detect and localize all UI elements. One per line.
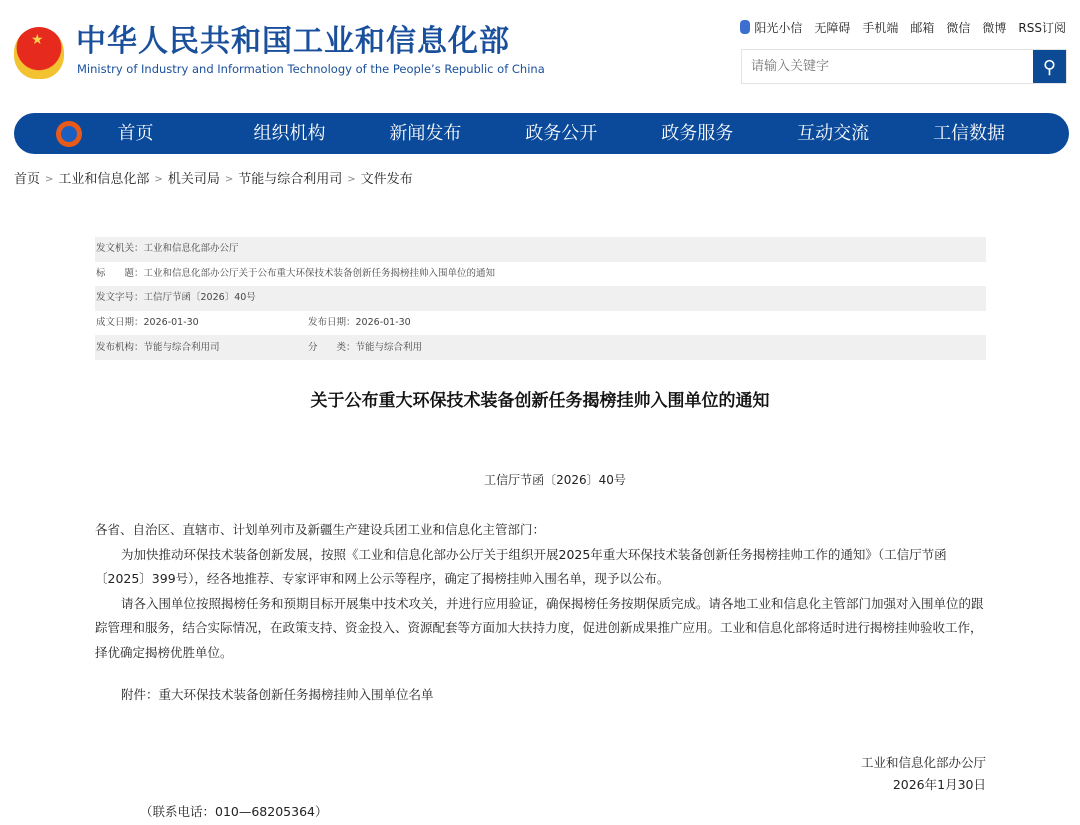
sign-date: 2026年1月30日	[892, 777, 986, 792]
breadcrumb	[14, 171, 413, 188]
meta-row-title: 标 题： 工业和信息化部办公厅关于公布重大环保技术装备创新任务揭榜挂帅入围单位的通知	[96, 267, 496, 279]
article-body	[95, 518, 987, 708]
meta-row-dates: 成文日期：2026-01-30 发布日期：2026-01-30	[96, 317, 411, 329]
nav-data[interactable]: 工信数据	[933, 122, 1006, 144]
top-links	[740, 20, 1066, 36]
article-docno: 工信厅节函〔2026〕40号	[484, 473, 626, 487]
nav-services[interactable]: 政务服务	[661, 122, 734, 144]
signature	[861, 752, 986, 796]
attachment-link[interactable]: 附件：重大环保技术装备创新任务揭榜挂帅入围单位名单	[121, 687, 434, 702]
nav-home[interactable]: 首页	[117, 122, 154, 144]
top-link-wechat[interactable]: 微信	[946, 21, 971, 35]
search-button[interactable]	[1033, 50, 1066, 83]
top-link-mobile[interactable]: 手机端	[862, 21, 899, 35]
national-emblem-logo: ★	[14, 27, 64, 79]
nav-gov-affairs[interactable]: 政务公开	[525, 122, 598, 144]
breadcrumb-departments[interactable]: 机关司局	[167, 172, 220, 187]
site-logo-subtitle: Ministry of Industry and Information Technology of the People’s Republic of China	[77, 62, 545, 76]
top-link-rss[interactable]: RSS订阅	[1018, 21, 1066, 35]
breadcrumb-miit[interactable]: 工业和信息化部	[58, 172, 150, 187]
salutation: 各省、自治区、直辖市、计划单列市及新疆生产建设兵团工业和信息化主管部门：	[95, 522, 546, 537]
chevron-right-icon: >	[154, 174, 163, 185]
top-link-mail[interactable]: 邮箱	[910, 21, 935, 35]
top-link-weibo[interactable]: 微博	[982, 21, 1007, 35]
robot-icon	[740, 20, 750, 34]
chevron-right-icon: >	[224, 174, 234, 185]
nav-organization[interactable]: 组织机构	[253, 122, 326, 144]
search-input[interactable]	[742, 50, 1033, 83]
meta-row-issuer: 发文机关： 工业和信息化部办公厅	[95, 237, 986, 262]
site-logo-title[interactable]: 中华人民共和国工业和信息化部	[76, 24, 510, 59]
contact-phone: （联系电话：010—68205364）	[140, 804, 328, 819]
breadcrumb-home[interactable]: 首页	[14, 172, 41, 187]
top-link-sunshine[interactable]: 阳光小信	[740, 20, 802, 36]
main-nav	[14, 113, 1069, 154]
search-box	[741, 49, 1067, 84]
signer: 工业和信息化部办公厅	[860, 755, 986, 770]
paragraph-2: 请各入围单位按照揭榜任务和预期目标开展集中技术攻关，并进行应用验证，确保揭榜任务按期保质完成。请各地工业和信息化主管部门加强对入围单位的跟踪管理和服务，结合实际情况，在政策支持、资金投入、资源配套等方面加大扶持力度，促进创新成果推广应用。工业和信息化部将适时进行揭榜挂帅验收工作，择优确定揭榜优胜单位。	[95, 595, 984, 660]
search-icon: ⚲	[1042, 56, 1057, 77]
chevron-right-icon: >	[347, 174, 356, 185]
breadcrumb-energy-dept[interactable]: 节能与综合利用司	[238, 172, 343, 187]
meta-row-org: 发布机构：节能与综合利用司 分 类：节能与综合利用	[95, 335, 986, 360]
nav-interaction[interactable]: 互动交流	[797, 122, 870, 144]
paragraph-1: 为加快推动环保技术装备创新发展，按照《工业和信息化部办公厅关于组织开展2025年重大环保技术装备创新任务揭榜挂帅工作的通知》（工信厅节函〔2025〕399号），经各地推荐、专家评审和网上公示等程序，确定了揭榜挂帅入围名单，现予以公布。	[95, 546, 947, 586]
document-meta-table	[95, 237, 986, 360]
article-title: 关于公布重大环保技术装备创新任务揭榜挂帅入围单位的通知	[310, 391, 770, 411]
meta-row-docno: 发文字号： 工信厅节函〔2026〕40号	[95, 286, 986, 311]
chevron-right-icon: >	[45, 174, 54, 185]
nav-logo-icon[interactable]	[56, 121, 82, 147]
breadcrumb-documents[interactable]: 文件发布	[360, 172, 413, 187]
nav-news[interactable]: 新闻发布	[389, 122, 462, 144]
top-link-accessibility[interactable]: 无障碍	[814, 21, 851, 35]
